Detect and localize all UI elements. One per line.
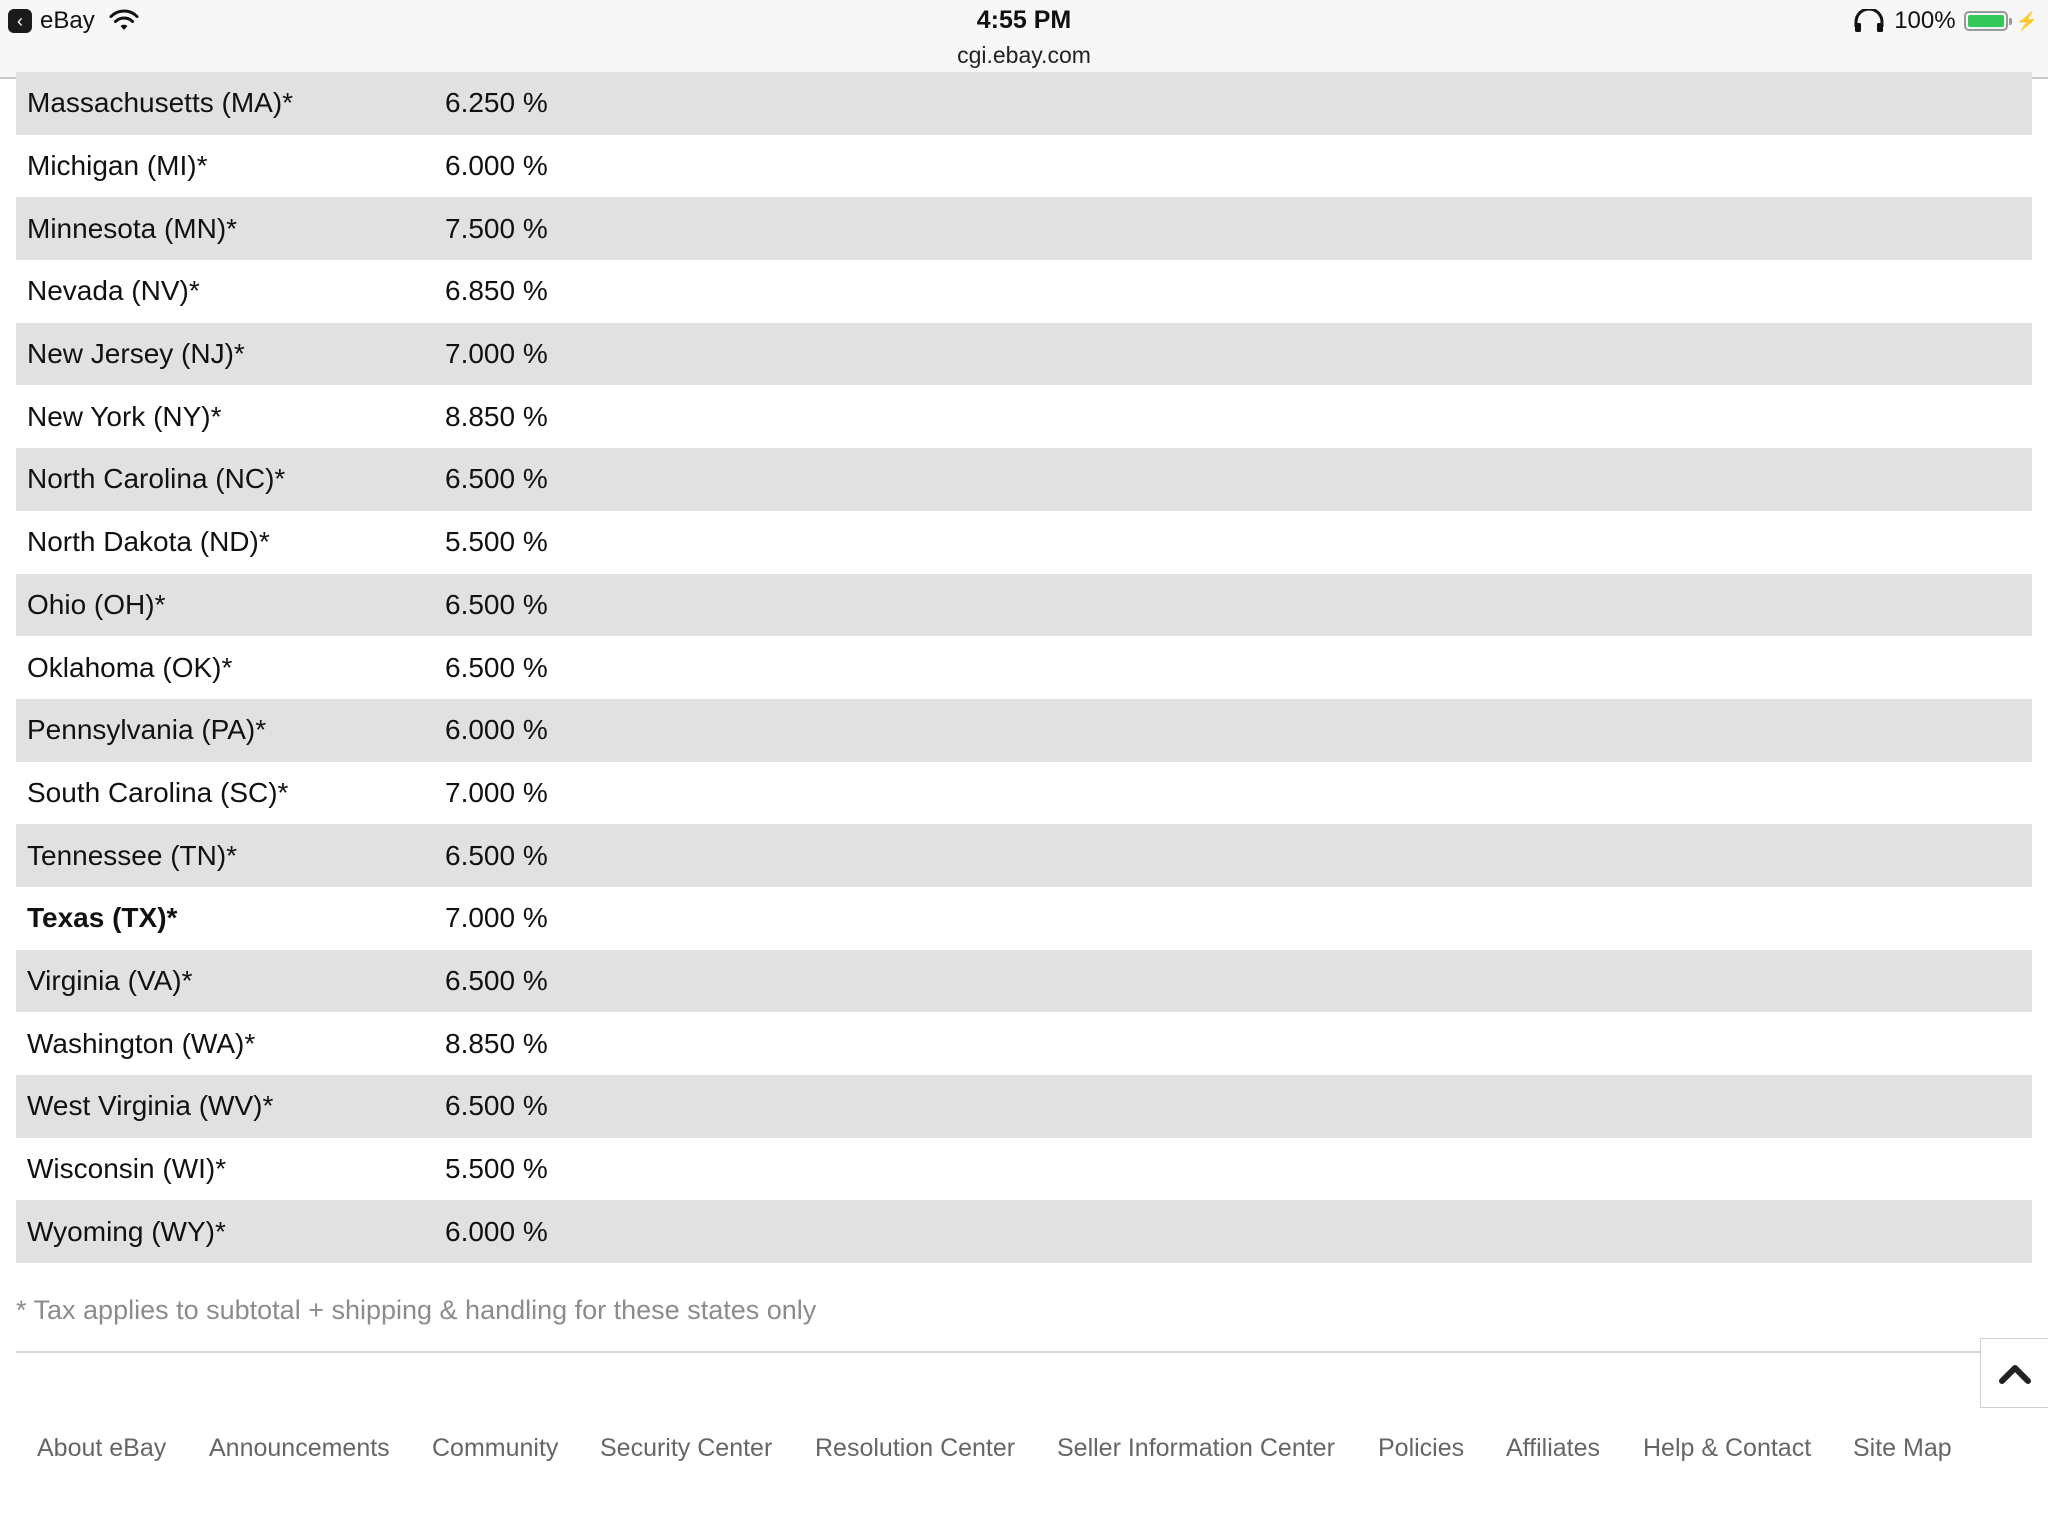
charging-bolt-icon: ⚡: [2015, 10, 2038, 31]
table-row: [16, 1012, 2032, 1075]
footer-links: [0, 1434, 2048, 1474]
tax-rate: 6.500 %: [445, 651, 548, 683]
url-label[interactable]: cgi.ebay.com: [957, 42, 1091, 68]
table-row: [16, 1075, 2032, 1138]
footer-link-about-ebay[interactable]: About eBay: [37, 1434, 167, 1462]
state-name: Oklahoma (OK)*: [27, 651, 233, 683]
tax-rate: 7.000 %: [445, 902, 548, 934]
tax-rate: 8.850 %: [445, 400, 548, 432]
table-row: [16, 135, 2032, 198]
footer-link-community[interactable]: Community: [432, 1434, 559, 1462]
state-name: Massachusetts (MA)*: [27, 87, 294, 119]
state-name: Tennessee (TN)*: [27, 839, 238, 871]
table-row: [16, 824, 2032, 887]
clock: 4:55 PM: [976, 6, 1072, 34]
table-row: [16, 72, 2032, 135]
tax-rate: 6.000 %: [445, 714, 548, 746]
table-row: [16, 636, 2032, 699]
state-name: Pennsylvania (PA)*: [27, 714, 267, 746]
state-name: Wyoming (WY)*: [27, 1215, 226, 1247]
footer-link-security-center[interactable]: Security Center: [600, 1434, 773, 1462]
tax-rate: 6.500 %: [445, 839, 548, 871]
tax-rate: 6.000 %: [445, 150, 548, 182]
table-row: [16, 511, 2032, 574]
table-row: [16, 197, 2032, 260]
tax-rate: 7.000 %: [445, 338, 548, 370]
tax-rate: 6.500 %: [445, 463, 548, 495]
tax-rate: 5.500 %: [445, 526, 548, 558]
table-row: [16, 887, 2032, 950]
tax-rate: 6.850 %: [445, 275, 548, 307]
state-name: Minnesota (MN)*: [27, 212, 238, 244]
tax-rate: 8.850 %: [445, 1027, 548, 1059]
state-name: Ohio (OH)*: [27, 588, 166, 620]
state-name: Washington (WA)*: [27, 1027, 256, 1059]
chevron-up-icon: [1997, 1361, 2033, 1385]
status-bar: [0, 0, 2048, 79]
footer-link-help-contact[interactable]: Help & Contact: [1643, 1434, 1812, 1462]
tax-rate: 6.250 %: [445, 87, 548, 119]
footer-link-resolution-center[interactable]: Resolution Center: [815, 1434, 1016, 1462]
scroll-to-top-button[interactable]: [1980, 1338, 2048, 1408]
tax-rate: 5.500 %: [445, 1153, 548, 1185]
state-name: West Virginia (WV)*: [27, 1090, 274, 1122]
tax-rate: 6.500 %: [445, 1090, 548, 1122]
state-name: Nevada (NV)*: [27, 275, 200, 307]
state-name: Michigan (MI)*: [27, 150, 208, 182]
back-app-label: eBay: [40, 7, 95, 34]
footer-link-policies[interactable]: Policies: [1378, 1434, 1465, 1462]
footer-link-affiliates[interactable]: Affiliates: [1506, 1434, 1601, 1462]
sales-tax-table: [16, 72, 2032, 1263]
table-row: [16, 260, 2032, 323]
state-name: Texas (TX)*: [27, 902, 178, 934]
state-name: South Carolina (SC)*: [27, 776, 289, 808]
table-row: [16, 448, 2032, 511]
state-name: Virginia (VA)*: [27, 964, 193, 996]
table-row: [16, 385, 2032, 448]
tax-rate: 7.000 %: [445, 776, 548, 808]
footer-link-site-map[interactable]: Site Map: [1853, 1434, 1952, 1462]
table-row: [16, 699, 2032, 762]
state-name: Wisconsin (WI)*: [27, 1153, 227, 1185]
state-name: New Jersey (NJ)*: [27, 338, 245, 370]
tax-rate: 6.500 %: [445, 964, 548, 996]
state-name: New York (NY)*: [27, 400, 222, 432]
table-row: [16, 574, 2032, 637]
table-row: [16, 762, 2032, 825]
back-arrow-icon: ‹: [8, 9, 32, 33]
tax-rate: 6.500 %: [445, 588, 548, 620]
tax-rate: 6.000 %: [445, 1215, 548, 1247]
headphones-icon: [1852, 9, 1886, 33]
footer-divider: [16, 1351, 2032, 1353]
table-row: [16, 1200, 2032, 1263]
footer-link-announcements[interactable]: Announcements: [209, 1434, 390, 1462]
table-row: [16, 950, 2032, 1013]
battery-percent: 100%: [1894, 7, 1956, 34]
footer-link-seller-information-center[interactable]: Seller Information Center: [1057, 1434, 1335, 1462]
battery-icon: [1964, 11, 2008, 31]
tax-footnote: * Tax applies to subtotal + shipping & handling for these states only: [16, 1295, 817, 1325]
table-row: [16, 1138, 2032, 1201]
tax-rate: 7.500 %: [445, 212, 548, 244]
state-name: North Dakota (ND)*: [27, 526, 270, 558]
table-row: [16, 323, 2032, 386]
status-right: [1852, 6, 2038, 36]
state-name: North Carolina (NC)*: [27, 463, 286, 495]
